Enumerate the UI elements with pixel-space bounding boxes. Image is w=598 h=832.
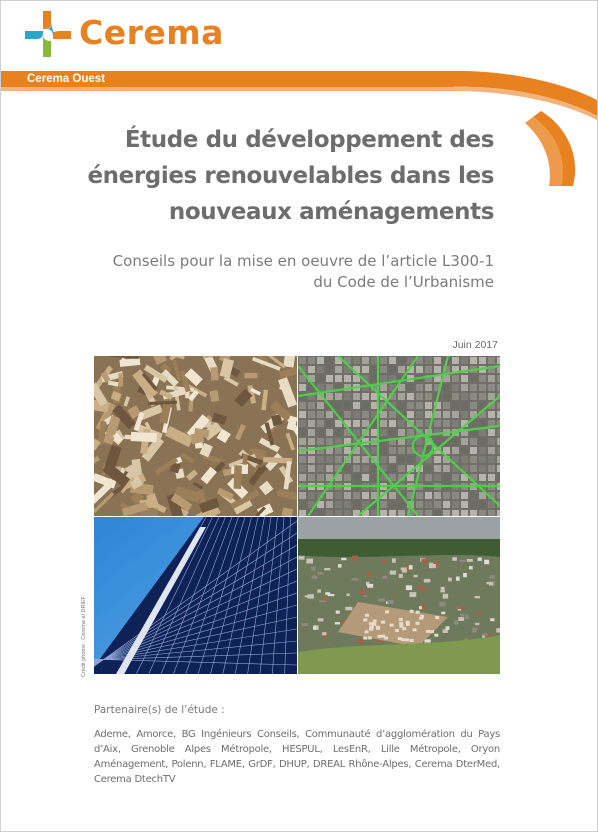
brand-name: Cerema xyxy=(79,13,224,52)
subtitle-line-1: Conseils pour la mise en oeuvre de l’article L300-1 xyxy=(112,252,494,270)
partners-list: Ademe, Amorce, BG Ingénieurs Conseils, Communauté d’agglomération du Pays d’Aix, Grenoble Alpes Métropole, HESPUL, LesEnR, Lille Métropole, Oryon Aménagement, Polenn, FLAME, GrDF, DHUP, DREAL Rhône-Alpes, Cerema DterMed, Cerema DtechTV xyxy=(94,729,500,785)
solar-photo xyxy=(94,517,297,674)
document-subtitle xyxy=(54,251,494,293)
photo-credit: Crédit photos : Cerema et DRIEF xyxy=(81,595,87,677)
title-line-2: énergies renouvelables dans les xyxy=(87,163,494,189)
cerema-logo xyxy=(23,9,233,59)
subtitle-line-2: du Code de l’Urbanisme xyxy=(313,273,494,291)
aerial-photo xyxy=(298,517,500,674)
division-label: Cerema Ouest xyxy=(27,73,105,85)
map-photo xyxy=(298,356,500,516)
wood-chips-photo xyxy=(94,356,297,516)
publication-date: Juin 2017 xyxy=(452,339,498,351)
photo-grid xyxy=(94,356,500,674)
document-title xyxy=(54,122,494,230)
partners-heading: Partenaire(s) de l’étude : xyxy=(94,704,225,716)
title-line-1: Étude du développement des xyxy=(124,127,494,153)
title-line-3: nouveaux aménagements xyxy=(168,199,494,225)
cerema-logo-icon xyxy=(23,9,73,59)
